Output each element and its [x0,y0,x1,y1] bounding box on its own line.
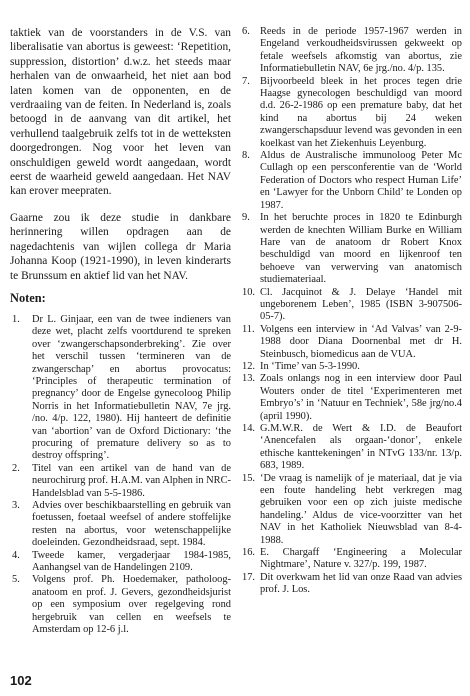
note-text: In ‘Time’ van 5-3-1990. [260,360,360,372]
right-column [238,26,462,597]
note-item [10,314,231,463]
note-text: Reeds in de periode 1957-1967 werden in Engeland verkoudheidsvirussen gekweekt op fetale weefsels afkomstig van abortus, zie Informatiebulletin NAV, 6e jrg./no. 4/p. 135. [260,26,462,75]
note-item [10,463,231,500]
page-number: 102 [10,673,32,688]
note-number: 12. [242,360,255,372]
note-number: 7. [242,75,250,87]
note-text: E. Chargaff ‘Engineering a Molecular Nightmare’, Nature v. 327/p. 199, 1987. [260,547,462,571]
note-number: 3. [12,500,20,511]
note-text: Zoals onlangs nog in een interview door Paul Wouters onder de titel ‘Experimenteren met Embryo’s’ in ‘Natuur en Techniek’, 58e jrg/no.4 (april 1990). [260,373,462,422]
note-item [238,547,462,572]
note-text: Titel van een artikel van de hand van de neurochirurg prof. H.A.M. van Alphen in NRC-Handelsblad van 5-5-1986. [32,462,231,499]
note-number: 8. [242,150,250,162]
note-text: G.M.W.R. de Wert & I.D. de Beaufort ‘Anencefalen als orgaan-‘donor’, enkele ethische kanttekeningen’ in NTvG 133/nr. 13/p. 683, 1989. [260,423,462,472]
note-item [238,473,462,547]
note-number: 10. [242,286,255,298]
note-number: 16. [242,547,255,559]
notes-list-left [10,314,231,637]
note-number: 5. [12,574,20,586]
note-item [238,373,462,423]
note-text: Volgens een interview in ‘Ad Valvas’ van 2-9-1988 door Diana Doornenbal met dr H. Steinbusch, biomedicus aan de VUA. [260,323,462,360]
note-item [238,212,462,286]
note-text: Bijvoorbeeld bleek in het proces tegen drie Haagse gynecologen beschuldigd van moord d.d. 26-2-1986 op een premature baby, dat het kind na abortus bij 24 weken zwangerschapsduur levend was gevonden in een koelkast van het Ziekenhuis Leyenburg. [260,75,462,149]
note-text: In het beruchte proces in 1820 te Edinburgh werden de knechten William Burke en William Hare van de anatoom dr Robert Knox beschuldigd van moord en lijkenroof ten behoeve van verwerving van anatomisch studiemateriaal. [260,212,462,286]
note-number: 9. [242,212,250,224]
note-text: Advies over beschikbaarstelling en gebruik van foetussen, foetaal weefsel of andere stoffelijke resten na abortus, voor wetenschappelijke doeleinden. Gezondheidsraad, sept. 1984. [32,500,231,549]
note-text: Tweede kamer, vergaderjaar 1984-1985, Aanhangsel van de Handelingen 2109. [32,549,231,574]
note-text: Dr L. Ginjaar, een van de twee indieners van deze wet, placht zelfs voortdurend te spreken over ‘zwangerschapsonderbreking’. Zie over het verschil tussen ‘termineren van de zwangerschap’ en abortus provocatus: ‘Principles of therapeutic termination of pregnancy’ door de Engelse gynecoloog Philip Norris in het Informatiebulletin NAV, 7e jrg. /no. 4/p. 122, 1980). Hij hanteert de definitie van ‘abortion’ van de Oxford Dictionary: ‘the procuring of premature delivery so as to destroy offspring’. [32,313,231,462]
note-number: 17. [242,571,255,583]
note-item [238,324,462,361]
note-item [238,287,462,324]
note-number: 11. [242,323,255,335]
note-item [238,26,462,76]
note-number: 6. [242,26,250,37]
left-column [10,26,231,636]
note-number: 13. [242,373,255,385]
note-number: 2. [12,462,20,474]
note-item [10,574,231,636]
note-text: ‘De vraag is namelijk of je materiaal, dat je via een foute handeling hebt verkregen mag gebruiken voor een op zich juiste medische handeling.’ Aldus de vice-voorzitter van het NAV in het Katholiek Nieuwsblad van 8-4-1988. [260,472,462,546]
note-item [238,361,462,373]
note-number: 4. [12,549,20,561]
note-text: Volgens prof. Ph. Hoedemaker, patholoog-anatoom en prof. J. Gevers, gezondheidsjurist op een symposium over regelgeving rond hergebruik van cellen en weefsels te Amsterdam op 12-6 j.l. [32,574,231,636]
note-number: 1. [12,313,20,325]
note-text: Cl. Jacquinot & J. Delaye ‘Handel mit ungeborenem Leben’, 1985 (ISBN 3-907506-05-7). [260,286,462,323]
note-text: Aldus de Australische immunoloog Peter Mc Cullagh op een persconferentie van de ‘World Federation of Doctors who respect Human Life’ en ‘Lawyer for the Unborn Child’ te Londen op 1987. [260,150,462,211]
note-text: Dit overkwam het lid van onze Raad van advies prof. J. Los. [260,571,462,596]
note-item [10,550,231,575]
note-item [238,572,462,597]
note-item [238,150,462,212]
notes-list-right [238,26,462,597]
body-paragraph-1: taktiek van de voorstanders in de V.S. van liberalisatie van abortus is geweest: ‘Repetition, suppression, distortion’ d.w.z. het steeds maar herhalen van de onwaarheid, het niet aan bod laten komen van de opponenten, en de verdraaiing van de feiten. In Nederland is, zoals betoogd in de aanvang van dit artikel, het verhullend taalgebruik zelfs tot in de wetteksten doorgedrongen. Nog voor het leven van onschuldigen geweld wordt aangedaan, wordt eerst de waarheid geweld aangedaan. Het NAV kan erover meepraten. [10,27,231,198]
dedication-paragraph: Gaarne zou ik deze studie in dankbare herinnering willen opdragen aan de nagedachtenis van wijlen collega dr Maria Johanna Koop (1921-1990), in leven kinderarts te Brunssum en aktief lid van het NAV. [10,211,231,282]
note-item [238,76,462,150]
note-number: 15. [242,472,255,484]
notes-heading: Noten: [10,290,46,305]
note-item [238,423,462,473]
note-item [10,500,231,550]
note-number: 14. [242,423,255,434]
